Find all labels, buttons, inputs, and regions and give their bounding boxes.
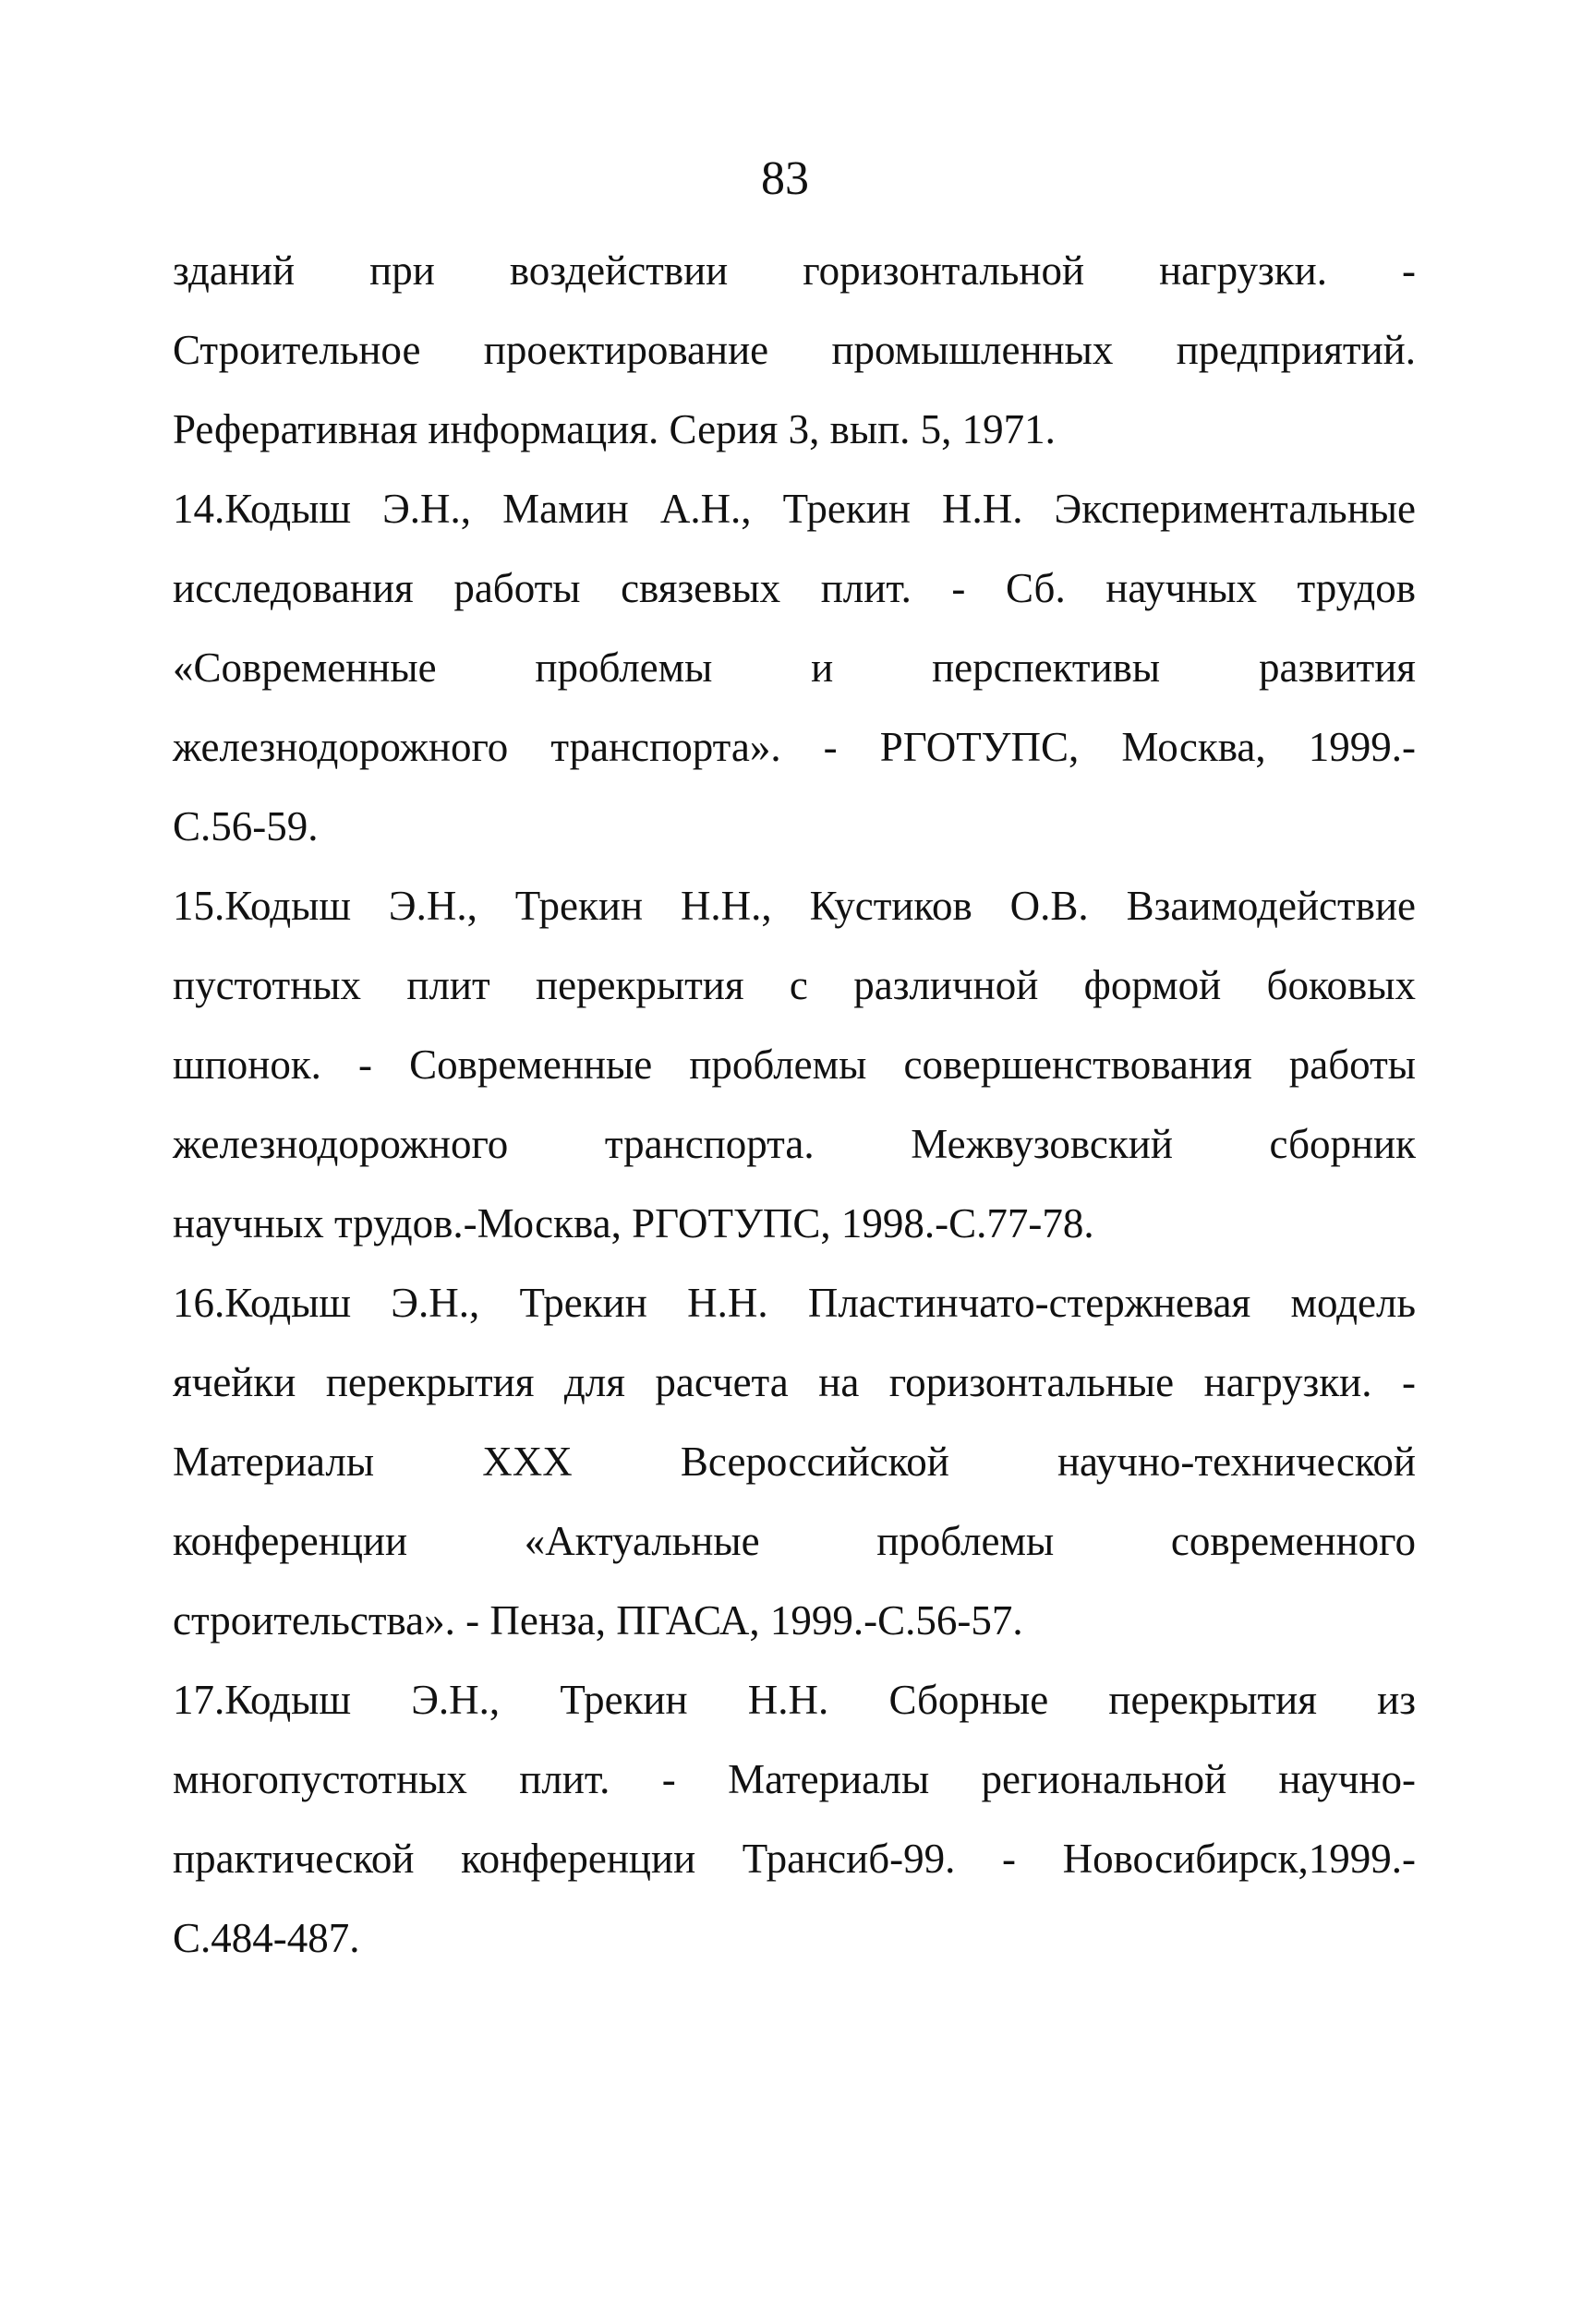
reference-line: С.484-487. <box>173 1915 360 1961</box>
reference-list <box>173 231 1416 1978</box>
reference-line: зданий при воздействии горизонтальной нагрузки. - <box>173 247 1416 294</box>
reference-line: шпонок. - Современные проблемы совершенствования работы <box>173 1042 1416 1088</box>
reference-line: 15.Кодыш Э.Н., Трекин Н.Н., Кустиков О.В. Взаимодействие <box>173 883 1416 929</box>
reference-line: железнодорожного транспорта. Межвузовский сборник <box>173 1121 1416 1167</box>
reference-line: исследования работы связевых плит. - Сб. научных трудов <box>173 565 1416 611</box>
reference-line: Материалы XXX Всероссийской научно-технической <box>173 1439 1416 1485</box>
reference-line: 17.Кодыш Э.Н., Трекин Н.Н. Сборные перекрытия из <box>173 1677 1416 1723</box>
reference-line: конференции «Актуальные проблемы современного <box>173 1518 1416 1564</box>
reference-line: 16.Кодыш Э.Н., Трекин Н.Н. Пластинчато-стержневая модель <box>173 1280 1416 1326</box>
reference-line: С.56-59. <box>173 803 319 849</box>
reference-line: многопустотных плит. - Материалы региональной научно- <box>173 1756 1416 1802</box>
reference-line: Реферативная информация. Серия 3, вып. 5, 1971. <box>173 406 1056 452</box>
reference-line: пустотных плит перекрытия с различной формой боковых <box>173 962 1416 1008</box>
reference-line: научных трудов.-Москва, РГОТУПС, 1998.-С.77-78. <box>173 1200 1094 1246</box>
reference-line: ячейки перекрытия для расчета на горизонтальные нагрузки. - <box>173 1359 1416 1405</box>
reference-line: практической конференции Трансиб-99. - Новосибирск,1999.- <box>173 1836 1416 1882</box>
page-number: 83 <box>761 152 809 205</box>
reference-line: «Современные проблемы и перспективы развития <box>173 644 1416 691</box>
reference-line: железнодорожного транспорта». - РГОТУПС, Москва, 1999.- <box>173 724 1416 770</box>
reference-line: Строительное проектирование промышленных предприятий. <box>173 327 1416 373</box>
reference-line: 14.Кодыш Э.Н., Мамин А.Н., Трекин Н.Н. Экспериментальные <box>173 486 1416 532</box>
reference-line: строительства». - Пенза, ПГАСА, 1999.-С.56-57. <box>173 1597 1023 1644</box>
